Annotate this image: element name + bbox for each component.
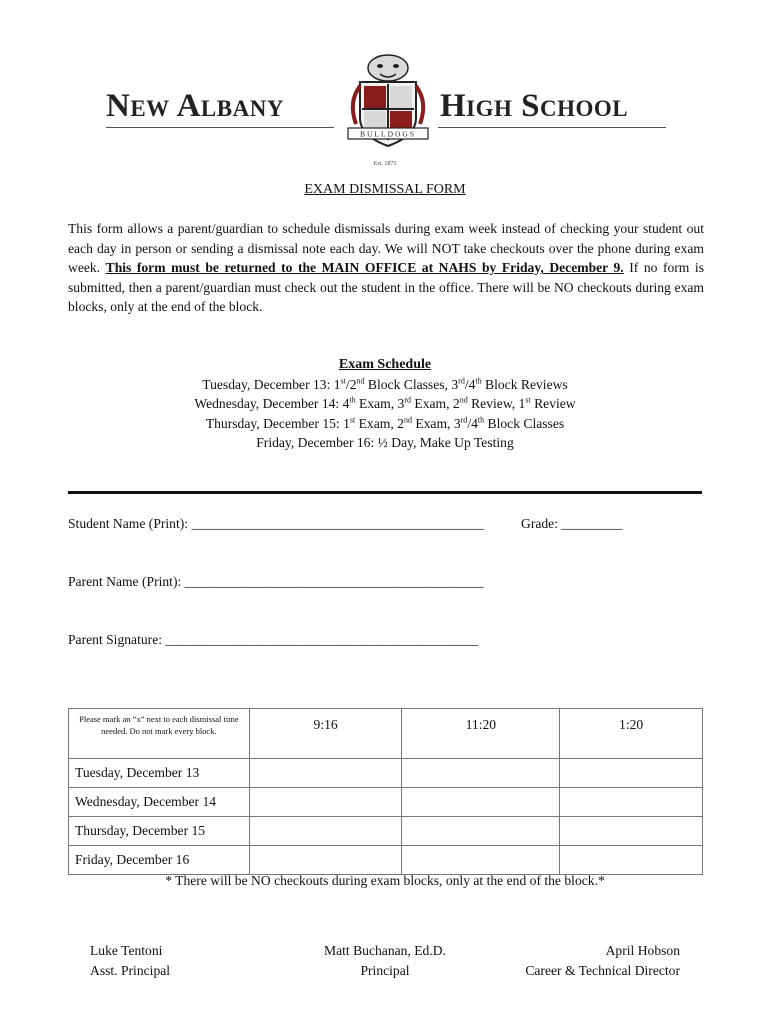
table-instructions: Please mark an “x” next to each dismissal time needed. Do not mark every block. <box>69 709 250 759</box>
table-row <box>69 817 703 846</box>
grade-field[interactable]: Grade: _________ <box>521 516 623 531</box>
intro-tail: If no form is submitted, then a parent/guardian must check out the student in the office. There will be NO checkouts during exam blocks, only at the end of the block. <box>68 260 704 315</box>
checkbox-cell[interactable] <box>249 788 402 817</box>
schedule-line-friday: Friday, December 16: ½ Day, Make Up Testing <box>256 435 514 450</box>
table-row <box>69 759 703 788</box>
intro-text: This form allows a parent/guardian to schedule dismissals during exam week instead of checking your student out each day in person or sending a dismissal note each day. We will NOT take checkouts over the phone during exam week. <box>68 221 704 276</box>
schedule-line-tuesday: Tuesday, December 13: 1st/2nd Block Classes, 3rd/4th Block Reviews <box>202 375 568 392</box>
school-name-left: New Albany <box>106 88 284 124</box>
intro-deadline: This form must be returned to the MAIN OFFICE at NAHS by Friday, December 9. <box>105 260 624 276</box>
checkbox-cell[interactable] <box>249 759 402 788</box>
signature-block-principal <box>285 941 485 980</box>
signer-title: Principal <box>360 962 410 978</box>
day-label: Wednesday, December 14 <box>69 788 250 817</box>
school-name-right: High School <box>440 88 629 124</box>
footnote: * There will be NO checkouts during exam blocks, only at the end of the block.* <box>165 873 605 888</box>
schedule-line-thursday: Thursday, December 15: 1st Exam, 2nd Exam, 3rd/4th Block Classes <box>205 414 565 431</box>
checkbox-cell[interactable] <box>402 817 560 846</box>
checkbox-cell[interactable] <box>560 817 703 846</box>
signature-block-asst-principal <box>90 941 170 980</box>
dismissal-table <box>68 708 703 875</box>
signer-title: Career & Technical Director <box>525 962 680 978</box>
section-divider <box>68 491 702 494</box>
table-row <box>69 846 703 875</box>
signer-name: Luke Tentoni <box>90 943 163 958</box>
table-row <box>69 788 703 817</box>
checkbox-cell[interactable] <box>402 788 560 817</box>
intro-paragraph <box>68 219 704 317</box>
time-header-916: 9:16 <box>249 709 402 759</box>
day-label: Friday, December 16 <box>69 846 250 875</box>
form-title: EXAM DISMISSAL FORM <box>304 182 466 197</box>
checkbox-cell[interactable] <box>402 846 560 875</box>
checkbox-cell[interactable] <box>249 846 402 875</box>
student-name-field[interactable]: Student Name (Print): ___________________________________________ <box>68 516 484 531</box>
day-label: Thursday, December 15 <box>69 817 250 846</box>
signer-name: Matt Buchanan, Ed.D. <box>324 943 446 958</box>
parent-signature-field[interactable]: Parent Signature: ______________________________________________ <box>68 632 479 647</box>
exam-schedule <box>0 355 770 453</box>
checkbox-cell[interactable] <box>402 759 560 788</box>
time-header-120: 1:20 <box>560 709 703 759</box>
schedule-line-wednesday: Wednesday, December 14: 4th Exam, 3rd Exam, 2nd Review, 1st Review <box>194 395 576 411</box>
header-rule-right <box>438 127 666 128</box>
checkbox-cell[interactable] <box>560 759 703 788</box>
signer-name: April Hobson <box>605 943 680 958</box>
signer-title: Asst. Principal <box>90 962 171 978</box>
time-header-1120: 11:20 <box>402 709 560 759</box>
checkbox-cell[interactable] <box>560 846 703 875</box>
school-crest-logo <box>338 52 438 164</box>
day-label: Tuesday, December 13 <box>69 759 250 788</box>
established-text: Est. 1875 <box>373 161 397 167</box>
schedule-title: Exam Schedule <box>338 357 432 372</box>
checkbox-cell[interactable] <box>560 788 703 817</box>
table-header-row <box>69 709 703 759</box>
header-rule-left <box>106 127 334 128</box>
parent-name-field[interactable]: Parent Name (Print): ____________________________________________ <box>68 574 484 589</box>
checkbox-cell[interactable] <box>249 817 402 846</box>
signature-block-director <box>525 941 680 980</box>
crest-banner-text: BULLDOGS <box>359 129 417 139</box>
